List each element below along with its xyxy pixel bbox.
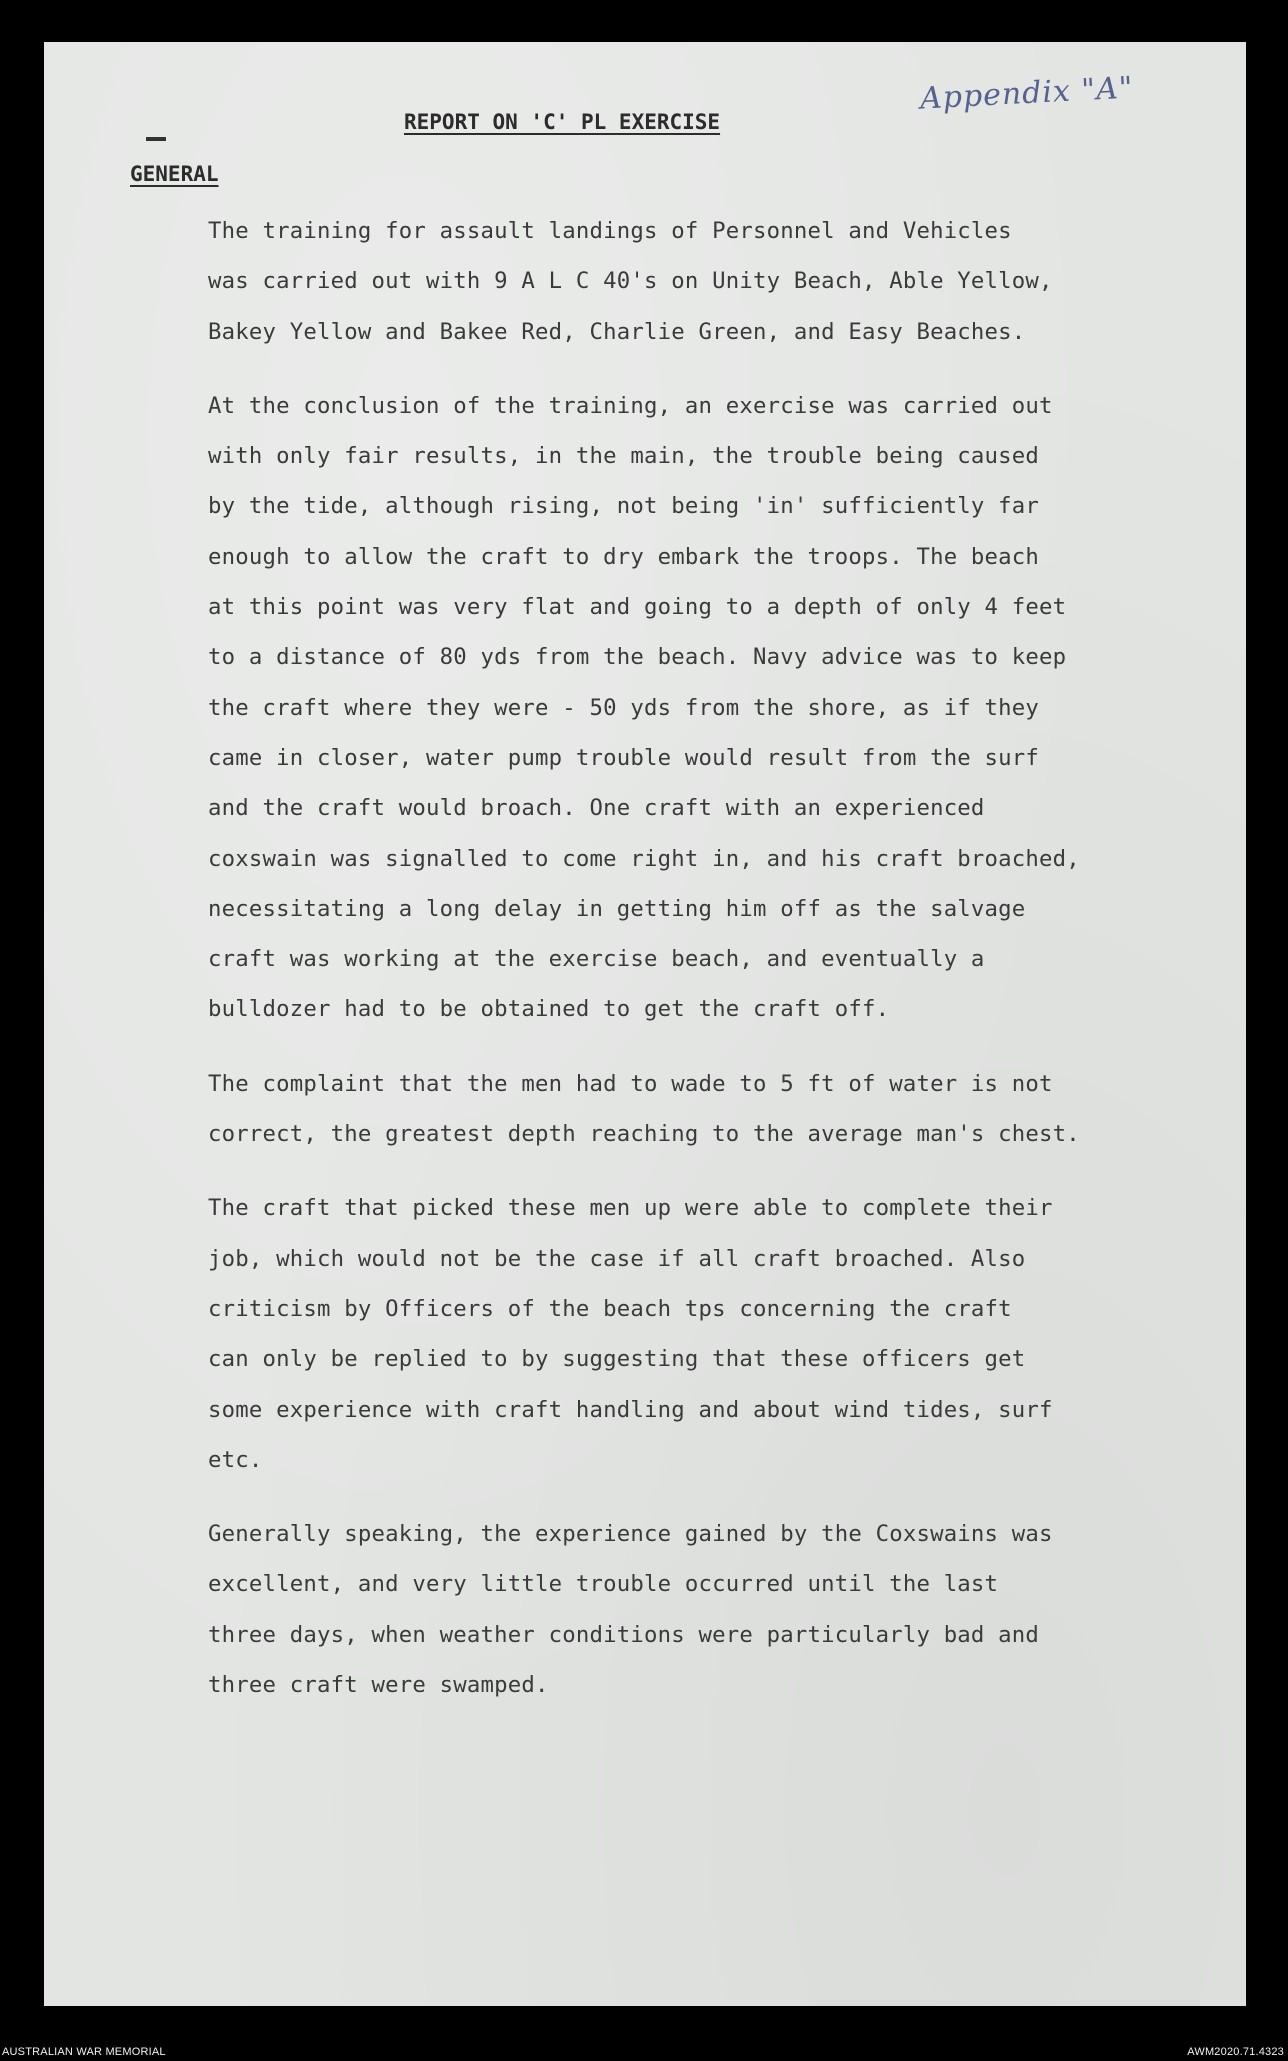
text-line: enough to allow the craft to dry embark the troops. The beach xyxy=(208,543,1040,570)
paragraph-3 xyxy=(208,1059,1198,1160)
text-line: Generally speaking, the experience gained by the Coxswains was xyxy=(208,1521,1053,1548)
paragraph-4 xyxy=(208,1183,1198,1485)
text-line: the craft where they were - 50 yds from the shore, as if they xyxy=(208,694,1040,721)
text-line: The craft that picked these men up were able to complete their xyxy=(208,1195,1053,1222)
section-heading: GENERAL xyxy=(130,162,219,186)
report-title: REPORT ON 'C' PL EXERCISE xyxy=(404,110,721,134)
text-line: was carried out with 9 A L C 40's on Unity Beach, Able Yellow, xyxy=(208,268,1053,295)
paragraph-2 xyxy=(208,381,1198,1035)
text-line: Bakey Yellow and Bakee Red, Charlie Green, and Easy Beaches. xyxy=(208,318,1026,345)
text-line: necessitating a long delay in getting him off as the salvage xyxy=(208,895,1026,922)
handwritten-annotation: Appendix "A" xyxy=(919,70,1135,117)
text-line: by the tide, although rising, not being 'in' sufficiently far xyxy=(208,493,1040,520)
text-line: came in closer, water pump trouble would result from the surf xyxy=(208,744,1040,771)
text-line: coxswain was signalled to come right in, and his craft broached, xyxy=(208,845,1080,872)
text-line: three days, when weather conditions were particularly bad and xyxy=(208,1621,1040,1648)
text-line: correct, the greatest depth reaching to the average man's chest. xyxy=(208,1121,1080,1148)
text-line: The complaint that the men had to wade to 5 ft of water is not xyxy=(208,1070,1053,1097)
paragraph-5 xyxy=(208,1509,1198,1710)
text-line: job, which would not be the case if all craft broached. Also xyxy=(208,1245,1026,1272)
text-line: to a distance of 80 yds from the beach. Navy advice was to keep xyxy=(208,644,1067,671)
text-line: and the craft would broach. One craft with an experienced xyxy=(208,795,985,822)
archive-reference: AWM2020.71.4323 xyxy=(1187,2046,1284,2058)
archive-credit: AUSTRALIAN WAR MEMORIAL xyxy=(2,2046,166,2058)
text-line: etc. xyxy=(208,1446,263,1473)
text-line: excellent, and very little trouble occurred until the last xyxy=(208,1571,999,1598)
text-line: some experience with craft handling and about wind tides, surf xyxy=(208,1396,1053,1423)
text-line: criticism by Officers of the beach tps concerning the craft xyxy=(208,1295,1012,1322)
paragraph-1 xyxy=(208,206,1198,357)
report-body xyxy=(208,206,1198,1734)
text-line: three craft were swamped. xyxy=(208,1672,549,1699)
text-line: The training for assault landings of Personnel and Vehicles xyxy=(208,218,1012,244)
text-line: bulldozer had to be obtained to get the craft off. xyxy=(208,996,890,1023)
text-line: At the conclusion of the training, an exercise was carried out xyxy=(208,392,1053,419)
margin-mark xyxy=(146,137,166,141)
text-line: at this point was very flat and going to a depth of only 4 feet xyxy=(208,594,1067,621)
text-line: can only be replied to by suggesting that these officers get xyxy=(208,1346,1026,1373)
text-line: with only fair results, in the main, the trouble being caused xyxy=(208,443,1040,470)
text-line: craft was working at the exercise beach, and eventually a xyxy=(208,946,985,973)
